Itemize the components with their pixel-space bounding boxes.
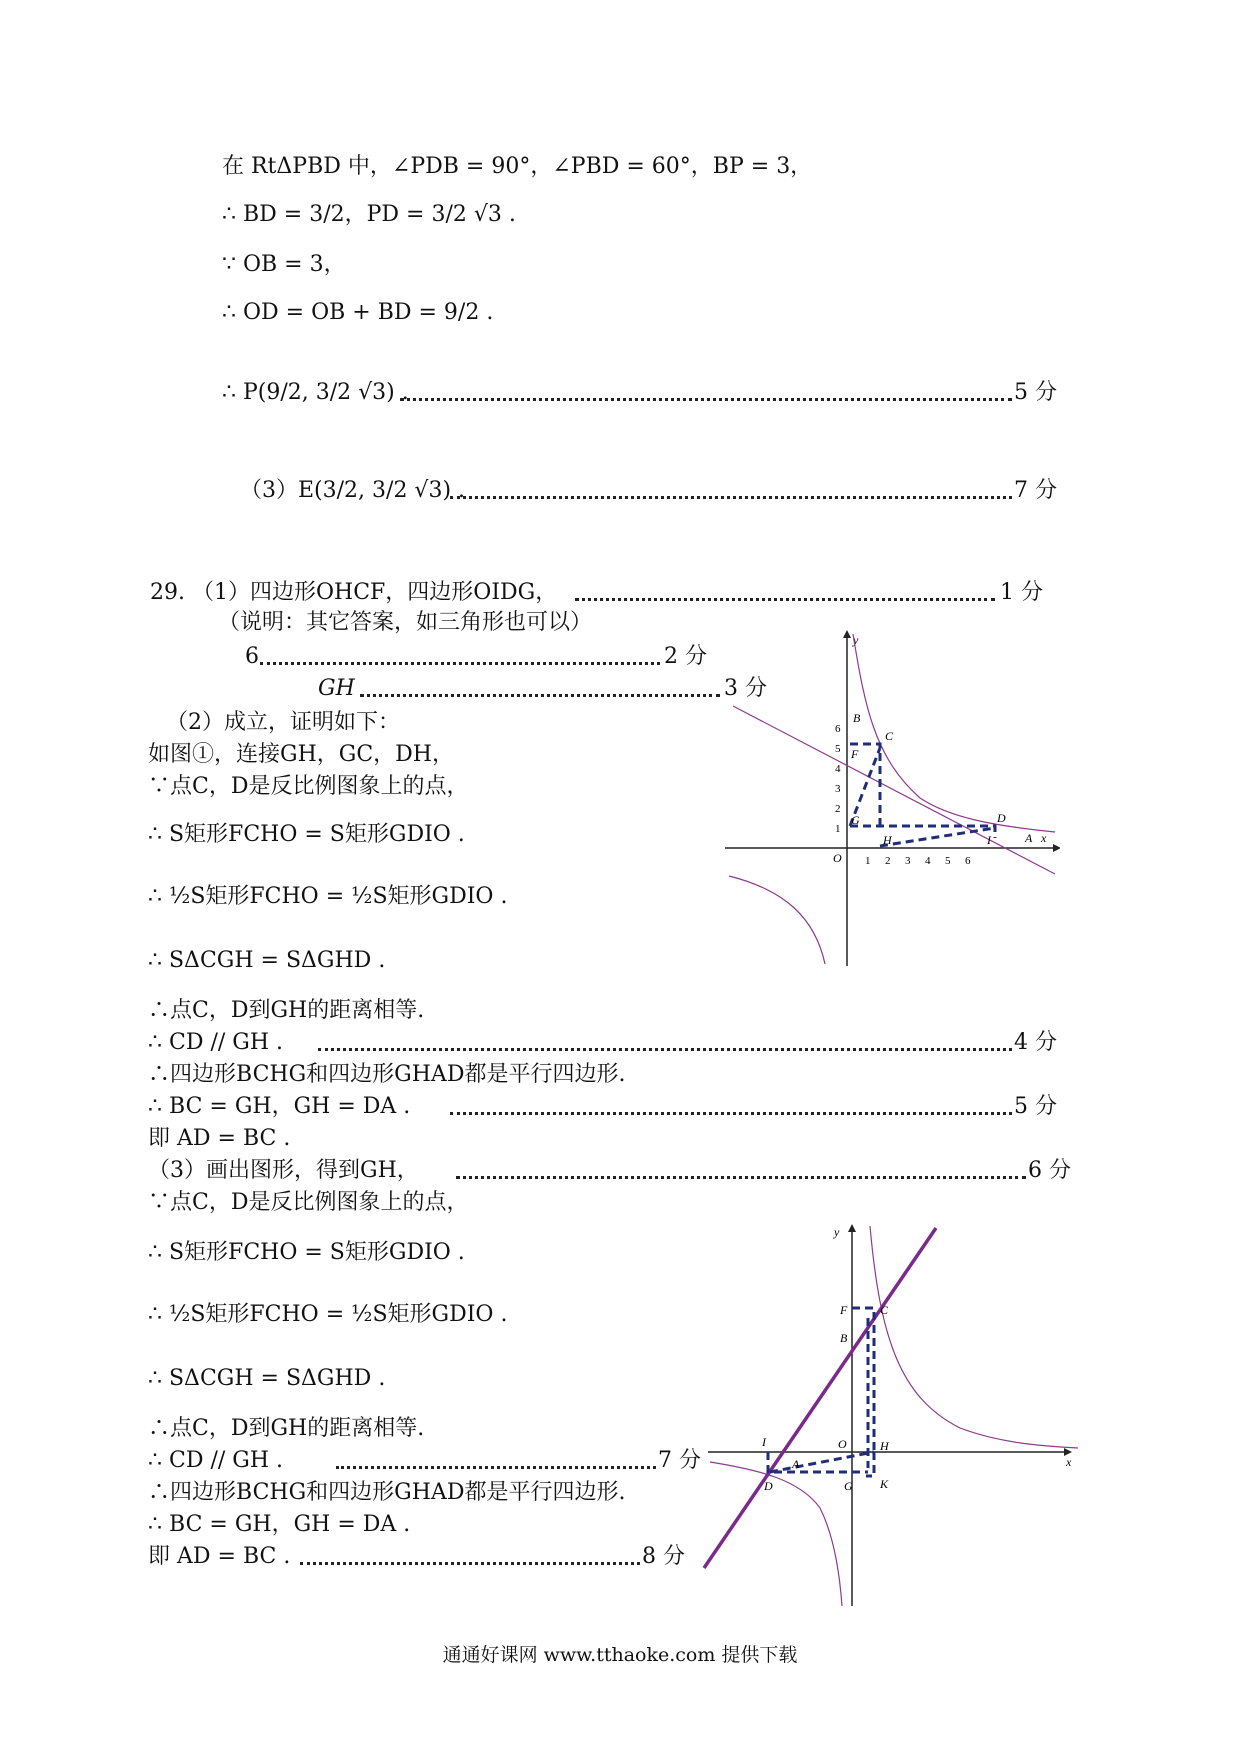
dot-leader (336, 1446, 656, 1476)
y-axis-label: y (834, 1225, 840, 1239)
line-part2: （2）成立，证明如下： (166, 710, 400, 735)
score-label: 3 分 (724, 676, 767, 701)
dot-leader (575, 578, 995, 608)
x-tick-label: 2 (885, 855, 891, 867)
dashed-hd (880, 828, 995, 846)
point-label: I (987, 833, 991, 847)
line-answer-6: 6 (245, 644, 259, 669)
y-tick-label: 3 (835, 783, 841, 795)
line-half-area-2: ∴ ½S矩形FCHO = ½S矩形GDIO . (148, 1302, 508, 1327)
dot-leader (400, 378, 1012, 408)
point-label: B (853, 711, 861, 725)
x-axis-label: x (1066, 1455, 1072, 1469)
line-equal-2: ∴ BC = GH，GH = DA . (148, 1512, 411, 1537)
point-label: H (883, 833, 892, 847)
x-tick-label: 4 (925, 855, 931, 867)
line-parallelogram: ∴四边形BCHG和四边形GHAD都是平行四边形. (148, 1062, 626, 1087)
page-footer: 通通好课网 www.tthaoke.com 提供下载 (442, 1644, 798, 1666)
figure-2 (700, 1218, 1080, 1608)
line-conclusion: 即 AD = BC . (148, 1126, 291, 1151)
dot-leader (260, 642, 660, 672)
line-triangle-area-2: ∴ SΔCGH = SΔGHD . (148, 1366, 386, 1391)
point-label: G (851, 813, 860, 827)
score-label: 1 分 (1000, 580, 1043, 605)
line-ad (704, 1228, 936, 1568)
point-label: C (880, 1303, 889, 1317)
score-label: 5 分 (1014, 1094, 1057, 1119)
x-tick-label: 3 (905, 855, 911, 867)
line-area-eq: ∴ S矩形FCHO = S矩形GDIO . (148, 822, 465, 847)
dot-leader (318, 1028, 1012, 1058)
line-part3: （3）画出图形，得到GH， (148, 1158, 419, 1183)
line-distance-2: ∴点C，D到GH的距离相等. (148, 1416, 425, 1441)
line-parallelogram-2: ∴四边形BCHG和四边形GHAD都是平行四边形. (148, 1480, 626, 1505)
line-equal: ∴ BC = GH，GH = DA . (148, 1094, 411, 1119)
point-label: A (792, 1457, 800, 1471)
line-ob: ∵ OB = 3， (222, 252, 346, 277)
line-half-area: ∴ ½S矩形FCHO = ½S矩形GDIO . (148, 884, 508, 909)
point-label: F (840, 1303, 848, 1317)
point-label: A (1025, 831, 1033, 845)
line-parallel: ∴ CD // GH . (148, 1030, 284, 1055)
line-parallel-2: ∴ CD // GH . (148, 1448, 284, 1473)
line-note: （说明：其它答案，如三角形也可以） (218, 610, 593, 635)
x-tick-label: 1 (865, 855, 871, 867)
point-label: D (764, 1479, 773, 1493)
dot-leader (360, 674, 720, 704)
point-label: B (840, 1331, 848, 1345)
dot-leader (450, 1092, 1012, 1122)
point-label: G (844, 1479, 853, 1493)
y-tick-label: 5 (835, 743, 841, 755)
line-od: ∴ OD = OB + BD = 9/2 . (222, 300, 494, 325)
y-tick-label: 2 (835, 803, 841, 815)
y-tick-label: 6 (835, 723, 841, 735)
score-label: 5 分 (1014, 380, 1057, 405)
score-label: 6 分 (1028, 1158, 1071, 1183)
line-q29-part1: 29. （1）四边形OHCF，四边形OIDG， (150, 580, 558, 605)
point-label: I (762, 1435, 766, 1449)
point-label: K (880, 1477, 889, 1491)
hyperbola-branch-2 (729, 876, 825, 964)
dot-leader (456, 1156, 1026, 1186)
score-label: 7 分 (658, 1448, 701, 1473)
hyperbola-branch-2 (710, 1462, 842, 1606)
hyperbola-branch-1 (870, 1226, 1078, 1448)
score-label: 2 分 (664, 644, 707, 669)
dashed-dh (770, 1452, 874, 1472)
line-answer-gh: GH (318, 676, 355, 701)
y-axis-label: y (853, 633, 859, 647)
line-points-cd: ∵点C，D是反比例图象上的点， (148, 774, 469, 799)
point-label: C (885, 729, 894, 743)
figure-1 (725, 628, 1060, 968)
point-label: H (880, 1439, 889, 1453)
score-label: 4 分 (1014, 1030, 1057, 1055)
hyperbola-branch-1 (853, 634, 1055, 832)
origin-label: O (838, 1437, 847, 1451)
line-area-eq-2: ∴ S矩形FCHO = S矩形GDIO . (148, 1240, 465, 1265)
line-bd (733, 706, 1055, 874)
y-tick-label: 1 (835, 823, 841, 835)
origin-label: O (833, 851, 842, 865)
line-distance: ∴点C，D到GH的距离相等. (148, 998, 425, 1023)
y-tick-label: 4 (835, 763, 841, 775)
dot-leader (450, 476, 1012, 506)
line-conclusion-2: 即 AD = BC . (148, 1544, 291, 1569)
line-triangle-area: ∴ SΔCGH = SΔGHD . (148, 948, 386, 973)
line-point-e: （3）E(3/2, 3/2 √3) . (240, 478, 466, 503)
dashed-rect-f (852, 1308, 874, 1452)
point-label: D (997, 811, 1006, 825)
dot-leader (300, 1542, 640, 1572)
score-label: 7 分 (1014, 478, 1057, 503)
point-label: F (851, 747, 859, 761)
line-bd-pd: ∴ BD = 3/2，PD = 3/2 √3 . (222, 202, 516, 227)
line-point-p: ∴ P(9/2, 3/2 √3) . (222, 380, 409, 405)
score-label: 8 分 (642, 1544, 685, 1569)
line-rt-triangle: 在 RtΔPBD 中，∠PDB = 90°，∠PBD = 60°，BP = 3， (222, 154, 813, 179)
line-connect: 如图①，连接GH，GC，DH， (148, 742, 454, 767)
x-axis-label: x (1041, 831, 1047, 845)
x-tick-label: 6 (965, 855, 971, 867)
x-tick-label: 5 (945, 855, 951, 867)
line-points-cd-2: ∵点C，D是反比例图象上的点， (148, 1190, 469, 1215)
